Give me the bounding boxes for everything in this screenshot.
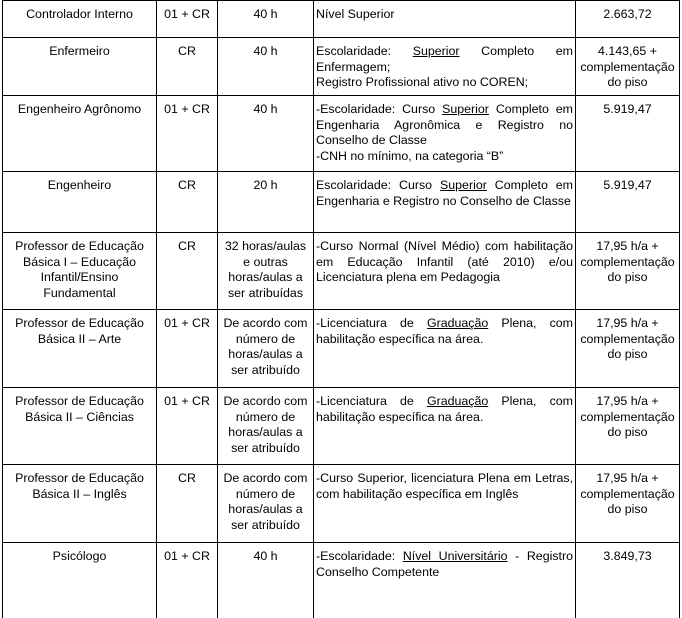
requisitos-cell xyxy=(314,96,576,172)
requirement-text: - Registro Conselho Competente xyxy=(316,549,573,579)
requirement-text: Escolaridade: xyxy=(316,44,413,58)
table-row xyxy=(3,1,680,38)
requirement-text: -Licenciatura de xyxy=(316,394,427,408)
vagas-cell: 01 + CR xyxy=(157,543,218,618)
requirement-text: -Curso Normal (Nível Médio) com habilitação em Educação Infantil (até 2010) e/ou Licenciatura plena em Pedagogia xyxy=(316,239,573,285)
requirement-text: -Licenciatura de xyxy=(316,316,427,330)
underlined-requirement-text: Graduação xyxy=(426,394,489,408)
vencimento-cell: 5.919,47 xyxy=(576,172,680,233)
carga-horaria-cell: 20 h xyxy=(218,172,314,233)
requirement-text: Completo em Enfermagem; xyxy=(316,44,573,74)
table-row xyxy=(3,543,680,618)
requisitos-cell xyxy=(314,310,576,388)
requisitos-cell xyxy=(314,1,576,38)
cargo-cell: Controlador Interno xyxy=(3,1,157,38)
cargos-table xyxy=(2,0,680,618)
carga-horaria-cell: 40 h xyxy=(218,543,314,618)
underlined-requirement-text: Superior xyxy=(440,178,487,192)
vagas-cell: CR xyxy=(157,172,218,233)
vencimento-cell: 3.849,73 xyxy=(576,543,680,618)
vagas-cell: 01 + CR xyxy=(157,388,218,465)
vencimento-cell: 17,95 h/a + complementação do piso xyxy=(576,233,680,310)
requisitos-cell xyxy=(314,233,576,310)
requirement-text: -Escolaridade: Curso xyxy=(316,102,443,116)
vagas-cell: CR xyxy=(157,233,218,310)
requisitos-cell xyxy=(314,388,576,465)
requirement-text: Completo em Engenharia e Registro no Conselho de Classe xyxy=(316,178,573,208)
cargo-cell: Professor de Educação Básica II – Ciências xyxy=(3,388,157,465)
requirement-text: Plena, com habilitação específica na área. xyxy=(316,316,573,346)
table-row xyxy=(3,465,680,543)
table-row xyxy=(3,96,680,172)
carga-horaria-cell: 32 horas/aulas e outras horas/aulas a ser atribuídas xyxy=(218,233,314,310)
cargo-cell: Psicólogo xyxy=(3,543,157,618)
table-row xyxy=(3,38,680,96)
requisitos-cell xyxy=(314,38,576,96)
vagas-cell: 01 + CR xyxy=(157,310,218,388)
requirement-text: Escolaridade: Curso xyxy=(316,178,441,192)
requirement-text: -CNH no mínimo, na categoria “B” xyxy=(316,148,504,163)
vencimento-cell: 17,95 h/a + complementação do piso xyxy=(576,388,680,465)
cargo-cell: Engenheiro xyxy=(3,172,157,233)
carga-horaria-cell: 40 h xyxy=(218,1,314,38)
requirement-text: -Escolaridade: xyxy=(316,549,403,563)
vencimento-cell: 5.919,47 xyxy=(576,96,680,172)
vagas-cell: CR xyxy=(157,465,218,543)
table-row xyxy=(3,233,680,310)
carga-horaria-cell: De acordo com número de horas/aulas a ser atribuído xyxy=(218,388,314,465)
carga-horaria-cell: 40 h xyxy=(218,96,314,172)
cargo-cell: Professor de Educação Básica II – Arte xyxy=(3,310,157,388)
carga-horaria-cell: 40 h xyxy=(218,38,314,96)
vagas-cell: CR xyxy=(157,38,218,96)
cargo-cell: Professor de Educação Básica I – Educação Infantil/Ensino Fundamental xyxy=(3,233,157,310)
underlined-requirement-text: Superior xyxy=(412,44,460,58)
table-row xyxy=(3,310,680,388)
vagas-cell: 01 + CR xyxy=(157,96,218,172)
table-row xyxy=(3,172,680,233)
vencimento-cell: 17,95 h/a + complementação do piso xyxy=(576,465,680,543)
requirement-text: Completo em Engenharia Agronômica e Registro no Conselho de Classe xyxy=(316,102,573,148)
requirement-text: Registro Profissional ativo no COREN; xyxy=(316,75,529,90)
underlined-requirement-text: Nível Universitário xyxy=(402,549,508,563)
requisitos-cell xyxy=(314,172,576,233)
requirement-text: Nível Superior xyxy=(316,7,395,21)
requisitos-cell xyxy=(314,543,576,618)
underlined-requirement-text: Superior xyxy=(442,102,489,116)
carga-horaria-cell: De acordo com número de horas/aulas a ser atribuído xyxy=(218,465,314,543)
underlined-requirement-text: Graduação xyxy=(426,316,489,330)
requirement-text: Plena, com habilitação específica na área. xyxy=(316,394,573,424)
carga-horaria-cell: De acordo com número de horas/aulas a ser atribuído xyxy=(218,310,314,388)
cargo-cell: Enfermeiro xyxy=(3,38,157,96)
vencimento-cell: 4.143,65 + complementação do piso xyxy=(576,38,680,96)
table-row xyxy=(3,388,680,465)
cargo-cell: Engenheiro Agrônomo xyxy=(3,96,157,172)
requisitos-cell xyxy=(314,465,576,543)
requirement-text: -Curso Superior, licenciatura Plena em Letras, com habilitação específica em Inglês xyxy=(316,471,573,501)
vagas-cell: 01 + CR xyxy=(157,1,218,38)
vencimento-cell: 17,95 h/a + complementação do piso xyxy=(576,310,680,388)
vencimento-cell: 2.663,72 xyxy=(576,1,680,38)
cargo-cell: Professor de Educação Básica II – Inglês xyxy=(3,465,157,543)
